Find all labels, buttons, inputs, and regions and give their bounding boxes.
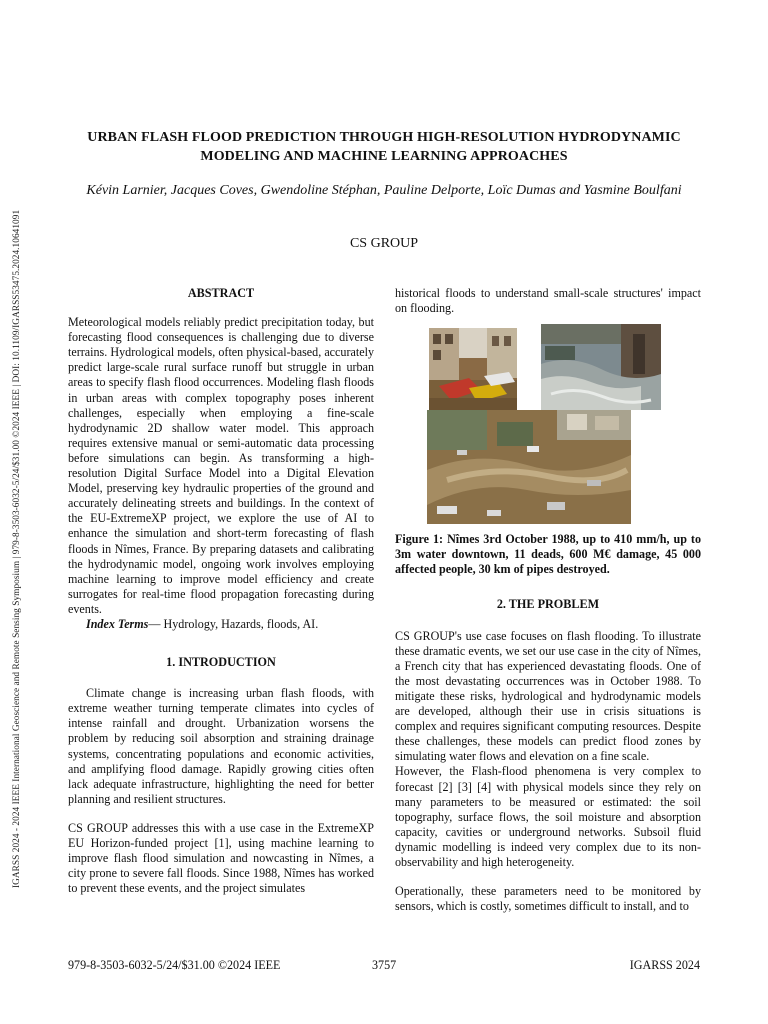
paper-title: URBAN FLASH FLOOD PREDICTION THROUGH HIGH-RESOLUTION HYDRODYNAMIC MODELING AND MACHINE LEARNING APPROACHES [87,130,681,164]
affiliation: CS GROUP [349,236,419,251]
introduction-heading: 1. INTRODUCTION [166,655,276,670]
doi-side-note: IGARSS 2024 - 2024 IEEE International Geoscience and Remote Sensing Symposium | 979-8-3503-6032-5/24/$31.00 ©2024 IEEE | DOI: 10.1109/IGARSS53475.2024.10641091 [12,209,22,888]
introduction-paragraph-1: Climate change is increasing urban flash floods, with extreme weather turning temperate climates into cycles of intense rainfall and drought. Urbanization worsens the problem by reducing soil absorption and straining drainage systems, concentrating populations and economic activities, and amplifying flood damage. Rapidly growing cities often lack adequate infrastructure, highlighting the need for better planning and resilient structures. [68,686,374,806]
footer-conference: IGARSS 2024 [629,958,700,972]
index-terms-text: — Hydrology, Hazards, floods, AI. [148,616,319,631]
problem-heading: 2. THE PROBLEM [496,597,600,612]
right-column [395,286,701,914]
footer-isbn: 979-8-3503-6032-5/24/$31.00 ©2024 IEEE [68,958,281,972]
continued-paragraph: historical floods to understand small-scale structures' impact on flooding. [395,286,701,316]
problem-paragraph-1: CS GROUP's use case focuses on flash flooding. To illustrate these dramatic events, we set our use case in the city of Nîmes, a French city that has experienced devastating floods. One of the most devastating occurrences was in October 1988. To mitigate these risks, hydrological and hydrodynamic models are developed, although their use in crisis situations is complex and requires significant computing resources. Despite these challenges, these models can predict flood zones by simulating water flows and elevation on a fine scale. [395,628,701,764]
left-column [68,286,374,896]
author-list: Kévin Larnier, Jacques Coves, Gwendoline Stéphan, Pauline Delporte, Loïc Dumas and Yasmine Boulfani [86,183,682,198]
introduction-paragraph-2: CS GROUP addresses this with a use case in the ExtremeXP EU Horizon-funded project [1], using machine learning to improve flash flood simulation and nowcasting in Nîmes, a city prone to severe fall floods. Since 1988, Nîmes has worked to prevent these events, and the project simulates [68,820,374,896]
figure-1 [395,324,701,524]
index-terms-label: Index Terms [86,616,149,631]
aerial-flood-photo [427,410,631,524]
footer-page-number: 3757 [372,958,397,972]
abstract-text: Meteorological models reliably predict precipitation today, but forecasting flood consequences is challenging due to diverse terrains. Hydrological models, often physical-based, accurately predict large-scale rural surface runoff but struggle in urban areas to specify flash flood occurrences. Modeling flash floods in urban areas with complex topography poses inherent challenges, especially when employing a fine-scale hydrodynamic 2D shallow water model. This approach requires extensive manual or semi-automatic data processing before simulations can begin. As transforming a high-resolution Digital Surface Model into a Digital Elevation Model, preserving key hydraulic properties of the ground and accurately delineating streets and buildings. In the context of the EU-ExtremeXP project, we explore the use of AI to enhance the simulation and short-term forecasting of flash floods in Nîmes, France. By preparing datasets and calibrating the hydrodynamic model, ongoing work involves employing machine learning to improve model efficiency and create surrogates for real-time flood propagation forecasting during events. [68,315,374,616]
index-terms [68,617,374,632]
abstract-heading: ABSTRACT [187,286,255,300]
figure-1-caption: Figure 1: Nîmes 3rd October 1988, up to 410 mm/h, up to 3m water downtown, 11 deads, 600 M€ damage, 45 000 affected people, 30 km of pipes destroyed. [395,532,701,577]
problem-paragraph-3: Operationally, these parameters need to be monitored by sensors, which is costly, sometimes difficult to install, and to [395,884,701,914]
problem-paragraph-2: However, the Flash-flood phenomena is very complex to forecast [2] [3] [4] with physical models since they rely on many parameters to be measured or estimated: the soil topography, surface flows, the soil moisture and absorption capacity, cavities or underground networks. Subsoil fluid dynamic modelling is indeed very complex due to its non-observability and high heterogeneity. [395,764,701,869]
flood-torrent-photo [541,324,661,410]
flood-street-photo [429,328,517,410]
